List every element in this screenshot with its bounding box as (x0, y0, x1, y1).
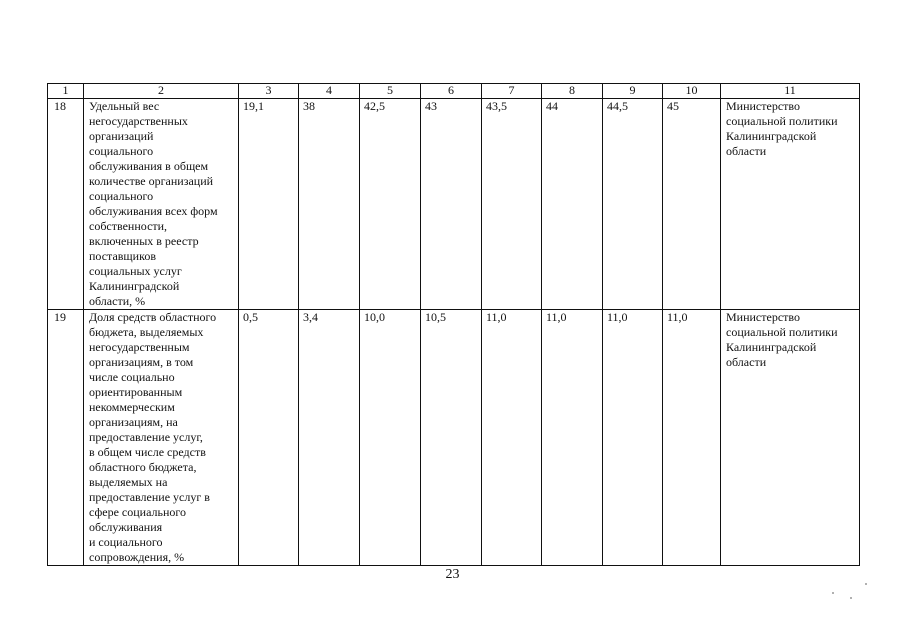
value-cell: 3,4 (299, 310, 360, 566)
value-cell: 0,5 (239, 310, 299, 566)
responsible-text: Министерство социальной политики Калининградской области (726, 99, 838, 158)
column-header: 6 (421, 84, 482, 99)
header-row (48, 84, 860, 99)
indicator-cell (84, 310, 239, 566)
value-cell: 11,0 (482, 310, 542, 566)
table-row (48, 310, 860, 566)
scan-speck (850, 597, 852, 599)
column-header: 4 (299, 84, 360, 99)
value-cell: 43,5 (482, 99, 542, 310)
scan-speck (832, 592, 834, 594)
value-cell: 42,5 (360, 99, 421, 310)
table-header (48, 84, 860, 99)
indicator-text: Удельный вес негосударственных организаций социального обслуживания в общем количестве организаций социального обслуживания всех форм собственности, включенных в реестр поставщиков социальных услуг Калининградской области, % (89, 99, 218, 308)
page-number: 23 (445, 567, 460, 582)
value-cell: 45 (663, 99, 721, 310)
value-cell: 44,5 (603, 99, 663, 310)
table-row (48, 99, 860, 310)
responsible-cell (721, 99, 860, 310)
column-header: 2 (84, 84, 239, 99)
value-cell: 43 (421, 99, 482, 310)
column-header: 10 (663, 84, 721, 99)
value-cell: 11,0 (663, 310, 721, 566)
value-cell: 11,0 (603, 310, 663, 566)
table-body (48, 99, 860, 566)
column-header: 7 (482, 84, 542, 99)
scan-speck (865, 583, 867, 585)
column-header: 1 (48, 84, 84, 99)
indicator-text: Доля средств областного бюджета, выделяемых негосударственным организациям, в том числе социально ориентированным некоммерческим организациям, на предоставление услуг, в общем числе средств областного бюджета, выделяемых на предоставление услуг в сфере социального обслуживания и социального сопровождения, % (89, 310, 217, 564)
value-cell: 10,5 (421, 310, 482, 566)
value-cell: 19,1 (239, 99, 299, 310)
indicator-cell (84, 99, 239, 310)
row-number: 19 (48, 310, 84, 566)
column-header: 3 (239, 84, 299, 99)
column-header: 5 (360, 84, 421, 99)
column-header: 9 (603, 84, 663, 99)
column-header: 11 (721, 84, 860, 99)
row-number: 18 (48, 99, 84, 310)
value-cell: 11,0 (542, 310, 603, 566)
indicators-table (47, 83, 860, 566)
value-cell: 44 (542, 99, 603, 310)
responsible-cell (721, 310, 860, 566)
value-cell: 38 (299, 99, 360, 310)
responsible-text: Министерство социальной политики Калининградской области (726, 310, 838, 369)
column-header: 8 (542, 84, 603, 99)
value-cell: 10,0 (360, 310, 421, 566)
